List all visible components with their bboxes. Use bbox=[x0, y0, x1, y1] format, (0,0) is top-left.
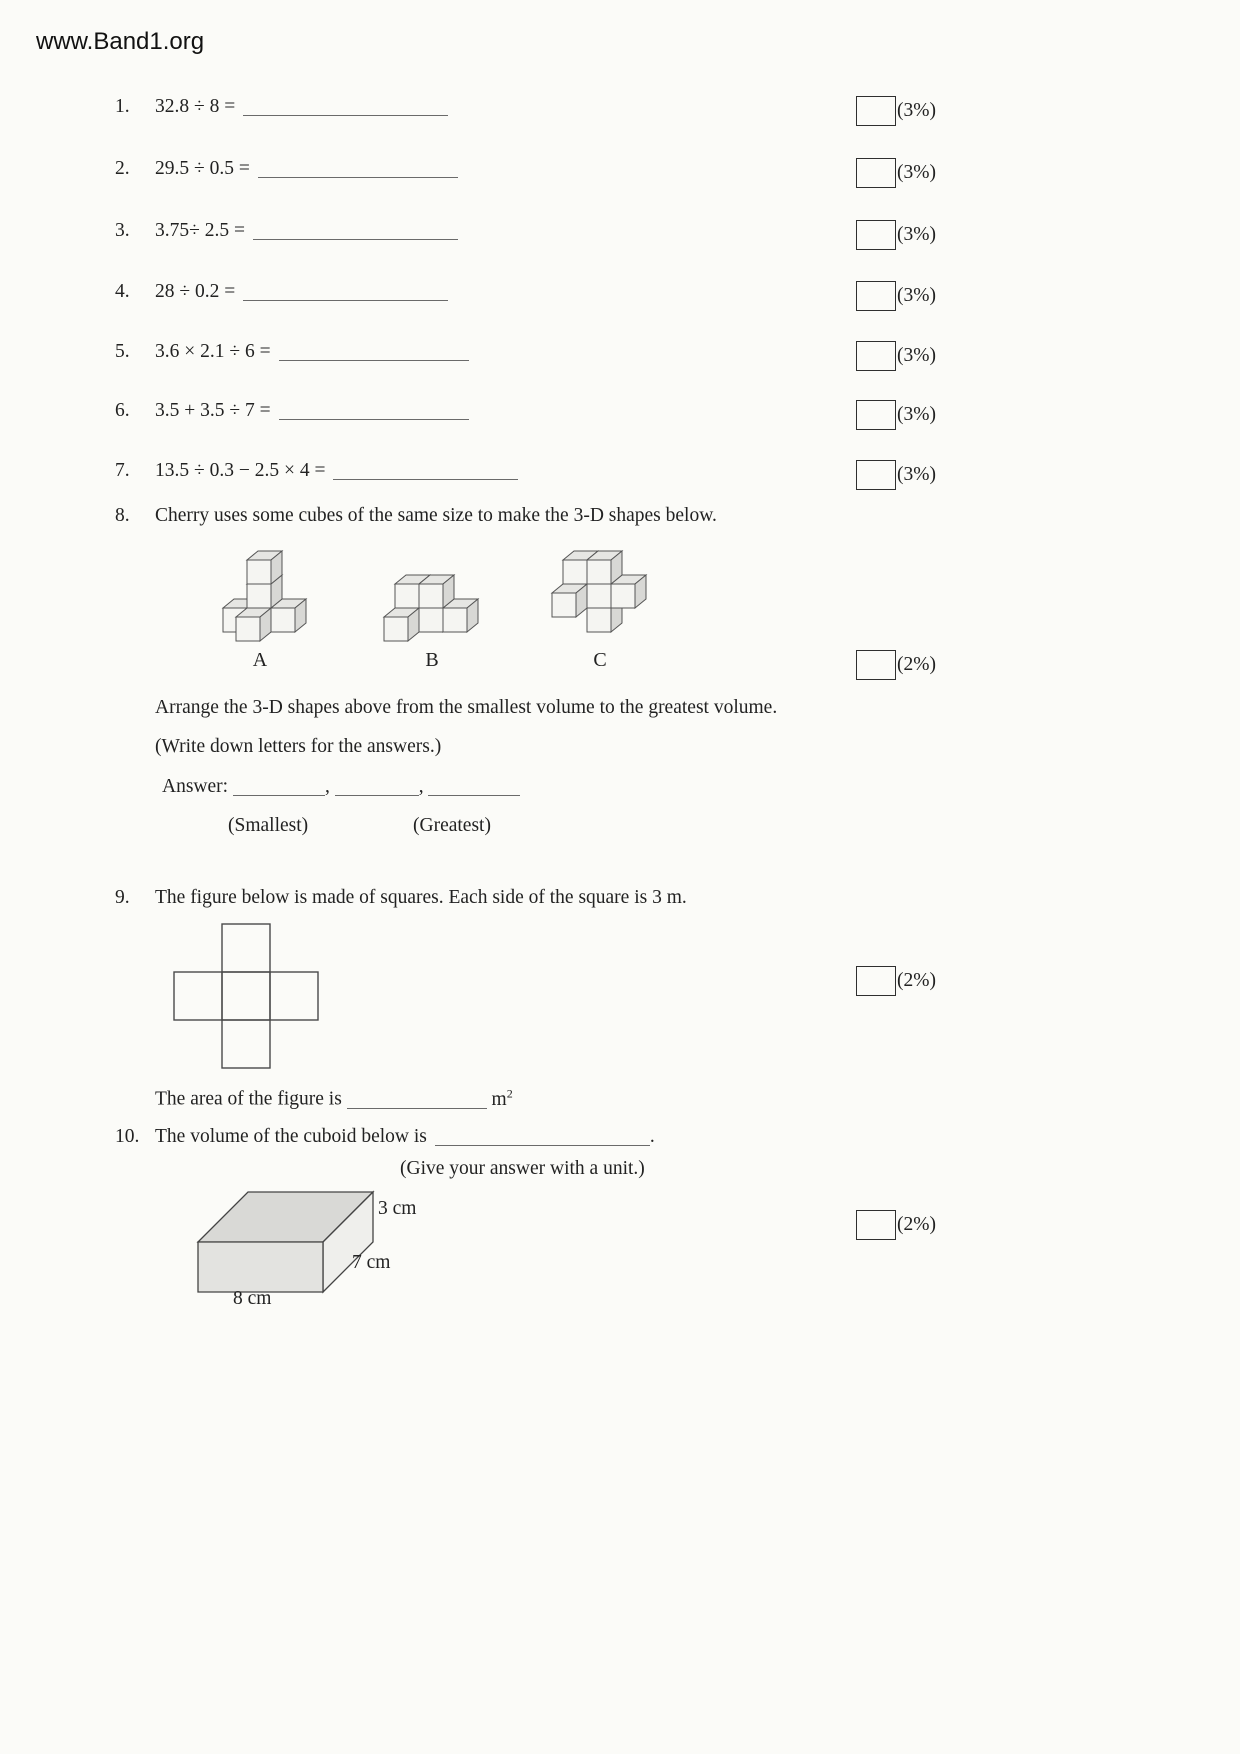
question-expression: 29.5 ÷ 0.5 = bbox=[155, 158, 250, 179]
question-number: 9. bbox=[115, 887, 130, 908]
shape-b-label: B bbox=[425, 649, 439, 671]
q10-dim-depth: 7 cm bbox=[352, 1252, 391, 1273]
answer-blank-q8-3[interactable] bbox=[428, 781, 520, 796]
q10-dim-width: 8 cm bbox=[233, 1288, 272, 1309]
question-10 bbox=[115, 1126, 655, 1148]
question-3 bbox=[115, 220, 458, 242]
question-text: Cherry uses some cubes of the same size to make the 3-D shapes below. bbox=[155, 505, 717, 526]
question-expression: 32.8 ÷ 8 = bbox=[155, 96, 236, 117]
marks-box-q4[interactable] bbox=[856, 281, 896, 311]
marks-q1 bbox=[856, 96, 936, 126]
answer-blank-q1[interactable] bbox=[243, 101, 448, 116]
question-number: 3. bbox=[115, 220, 130, 241]
question-expression: 13.5 ÷ 0.3 − 2.5 × 4 = bbox=[155, 460, 326, 481]
question-number: 4. bbox=[115, 281, 130, 302]
question-7 bbox=[115, 460, 518, 482]
shape-c bbox=[540, 535, 660, 672]
marks-q2 bbox=[856, 158, 936, 188]
question-9 bbox=[115, 887, 687, 909]
shape-a-figure bbox=[200, 535, 320, 647]
marks-box-q6[interactable] bbox=[856, 400, 896, 430]
answer-blank-q9[interactable] bbox=[347, 1094, 487, 1109]
answer-blank-q8-1[interactable] bbox=[233, 781, 325, 796]
question-expression: 3.5 + 3.5 ÷ 7 = bbox=[155, 400, 271, 421]
question-8 bbox=[115, 505, 717, 527]
shape-b bbox=[372, 535, 492, 672]
question-2 bbox=[115, 158, 458, 180]
shape-b-figure bbox=[372, 535, 492, 647]
q10-dim-height: 3 cm bbox=[378, 1198, 417, 1219]
question-text: The figure below is made of squares. Each side of the square is 3 m. bbox=[155, 887, 687, 908]
marks-label: (3%) bbox=[897, 404, 936, 425]
marks-box-q9[interactable] bbox=[856, 966, 896, 996]
marks-box-q10[interactable] bbox=[856, 1210, 896, 1240]
answer-blank-q4[interactable] bbox=[243, 286, 448, 301]
question-number: 10. bbox=[115, 1126, 140, 1147]
q9-unit: $m^2$ bbox=[491, 1086, 513, 1110]
shape-a-label: A bbox=[252, 649, 268, 671]
shape-a bbox=[200, 535, 320, 672]
answer-blank-q5[interactable] bbox=[279, 346, 469, 361]
marks-box-q7[interactable] bbox=[856, 460, 896, 490]
q9-area-prefix: The area of the figure is bbox=[155, 1088, 342, 1110]
question-4 bbox=[115, 281, 448, 303]
marks-label: (2%) bbox=[897, 1214, 936, 1235]
marks-label: (3%) bbox=[897, 162, 936, 183]
marks-label: (3%) bbox=[897, 345, 936, 366]
marks-q10 bbox=[856, 1210, 936, 1240]
q9-area-row bbox=[155, 1086, 513, 1111]
marks-label: (2%) bbox=[897, 654, 936, 675]
marks-box-q1[interactable] bbox=[856, 96, 896, 126]
question-text: The volume of the cuboid below is bbox=[155, 1126, 427, 1147]
marks-box-q8[interactable] bbox=[856, 650, 896, 680]
shape-c-figure bbox=[540, 535, 660, 647]
marks-box-q2[interactable] bbox=[856, 158, 896, 188]
question-expression: 3.6 × 2.1 ÷ 6 = bbox=[155, 341, 271, 362]
question-number: 2. bbox=[115, 158, 130, 179]
answer-blank-q2[interactable] bbox=[258, 163, 458, 178]
marks-box-q5[interactable] bbox=[856, 341, 896, 371]
marks-label: (3%) bbox=[897, 464, 936, 485]
q10-period: . bbox=[649, 1126, 655, 1147]
question-6 bbox=[115, 400, 469, 422]
answer-blank-q6[interactable] bbox=[279, 405, 469, 420]
q8-smallest-label: (Smallest) bbox=[228, 815, 309, 836]
cross-figure bbox=[172, 920, 332, 1080]
shape-c-label: C bbox=[593, 649, 607, 671]
answer-blank-q3[interactable] bbox=[253, 225, 458, 240]
answer-blank-q8-2[interactable] bbox=[335, 781, 419, 796]
question-number: 6. bbox=[115, 400, 130, 421]
answer-blank-q7[interactable] bbox=[333, 465, 518, 480]
q8-greatest-label: (Greatest) bbox=[413, 815, 491, 836]
marks-q7 bbox=[856, 460, 936, 490]
marks-q4 bbox=[856, 281, 936, 311]
marks-q6 bbox=[856, 400, 936, 430]
marks-label: (3%) bbox=[897, 285, 936, 306]
question-expression: 3.75÷ 2.5 = bbox=[155, 220, 245, 241]
question-number: 1. bbox=[115, 96, 130, 117]
q8-note: (Write down letters for the answers.) bbox=[155, 736, 442, 757]
question-expression: 28 ÷ 0.2 = bbox=[155, 281, 236, 302]
q10-note: (Give your answer with a unit.) bbox=[400, 1158, 645, 1179]
question-number: 8. bbox=[115, 505, 130, 526]
marks-q9 bbox=[856, 966, 936, 996]
q8-answer-row bbox=[162, 776, 520, 798]
question-5 bbox=[115, 341, 469, 363]
marks-q8 bbox=[856, 650, 936, 680]
site-watermark: www.Band1.org bbox=[36, 28, 205, 55]
marks-box-q3[interactable] bbox=[856, 220, 896, 250]
q8-arrange-text: Arrange the 3-D shapes above from the smallest volume to the greatest volume. bbox=[155, 697, 778, 718]
marks-label: (2%) bbox=[897, 970, 936, 991]
cuboid-figure bbox=[190, 1180, 390, 1305]
question-1 bbox=[115, 96, 448, 118]
marks-q5 bbox=[856, 341, 936, 371]
question-number: 7. bbox=[115, 460, 130, 481]
separator: , bbox=[418, 776, 424, 797]
marks-q3 bbox=[856, 220, 936, 250]
answer-blank-q10[interactable] bbox=[435, 1131, 650, 1146]
answer-label: Answer: bbox=[162, 776, 229, 797]
question-number: 5. bbox=[115, 341, 130, 362]
separator: , bbox=[324, 776, 330, 797]
marks-label: (3%) bbox=[897, 224, 936, 245]
marks-label: (3%) bbox=[897, 100, 936, 121]
